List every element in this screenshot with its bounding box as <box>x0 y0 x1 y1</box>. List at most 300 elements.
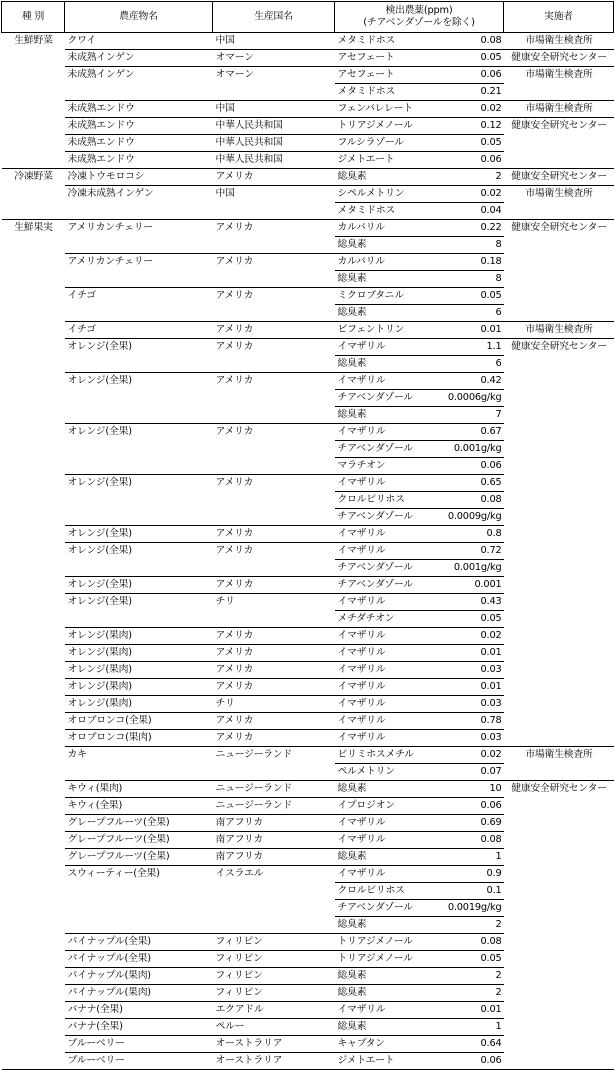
org-cell <box>504 560 614 577</box>
country-cell: アメリカ <box>213 526 335 543</box>
country-cell: アメリカ <box>213 662 335 679</box>
type-cell <box>2 356 65 373</box>
type-cell <box>2 1036 65 1053</box>
value-cell: 10 <box>441 781 504 798</box>
org-cell <box>504 1002 614 1019</box>
product-cell: アメリカンチェリー <box>65 220 213 237</box>
product-cell <box>65 271 213 288</box>
org-cell <box>504 985 614 1002</box>
type-cell <box>2 781 65 798</box>
type-cell <box>2 322 65 339</box>
table-row <box>2 543 614 560</box>
product-cell: オレンジ(果肉) <box>65 645 213 662</box>
country-cell: 中華人民共和国 <box>213 118 335 135</box>
product-cell: カキ <box>65 747 213 764</box>
type-cell <box>2 186 65 203</box>
country-cell: アメリカ <box>213 730 335 747</box>
value-cell: 2 <box>441 985 504 1002</box>
table-row <box>2 356 614 373</box>
table-row <box>2 135 614 152</box>
value-cell: 0.0009g/kg <box>441 509 504 526</box>
product-cell: 冷凍未成熟インゲン <box>65 186 213 203</box>
table-row <box>2 883 614 900</box>
pesticide-cell: イマザリル <box>335 628 441 645</box>
country-cell: チリ <box>213 696 335 713</box>
value-cell: 1.1 <box>441 339 504 356</box>
type-cell <box>2 305 65 322</box>
pesticide-cell: ペルメトリン <box>335 764 441 781</box>
org-cell <box>504 356 614 373</box>
pesticide-cell: イマザリル <box>335 662 441 679</box>
pesticide-cell: イマザリル <box>335 832 441 849</box>
type-cell <box>2 101 65 118</box>
pesticide-cell: チアベンダゾール <box>335 577 441 594</box>
type-cell <box>2 271 65 288</box>
value-cell: 0.72 <box>441 543 504 560</box>
pesticide-cell: 総臭素 <box>335 237 441 254</box>
pesticide-cell: イマザリル <box>335 696 441 713</box>
country-cell: 南アフリカ <box>213 849 335 866</box>
country-cell <box>213 560 335 577</box>
org-cell <box>504 730 614 747</box>
pesticide-cell: イマザリル <box>335 645 441 662</box>
country-cell: フィリピン <box>213 951 335 968</box>
org-cell <box>504 475 614 492</box>
table-header-row <box>2 2 614 33</box>
table-row <box>2 662 614 679</box>
type-cell <box>2 985 65 1002</box>
table-row <box>2 815 614 832</box>
country-cell: アメリカ <box>213 424 335 441</box>
table-row <box>2 628 614 645</box>
product-cell <box>65 560 213 577</box>
pesticide-cell: アセフェート <box>335 67 441 84</box>
type-cell <box>2 917 65 934</box>
org-cell: 市場衛生検査所 <box>504 186 614 203</box>
table-row <box>2 339 614 356</box>
country-cell: フィリピン <box>213 968 335 985</box>
type-cell <box>2 67 65 84</box>
value-cell: 2 <box>441 968 504 985</box>
table-row <box>2 84 614 101</box>
pesticide-cell: イマザリル <box>335 1002 441 1019</box>
product-cell: イチゴ <box>65 288 213 305</box>
pesticide-cell: 総臭素 <box>335 305 441 322</box>
org-cell <box>504 458 614 475</box>
type-cell <box>2 628 65 645</box>
org-cell <box>504 407 614 424</box>
table-row <box>2 220 614 237</box>
pesticide-cell: イマザリル <box>335 424 441 441</box>
org-cell <box>504 152 614 169</box>
product-cell: 未成熟エンドウ <box>65 152 213 169</box>
pesticide-cell: 総臭素 <box>335 407 441 424</box>
value-cell: 2 <box>441 917 504 934</box>
product-cell <box>65 611 213 628</box>
type-cell <box>2 730 65 747</box>
header-country: 生産国名 <box>213 2 335 33</box>
value-cell: 0.03 <box>441 730 504 747</box>
table-body <box>2 33 614 1070</box>
country-cell: アメリカ <box>213 373 335 390</box>
product-cell: 未成熟エンドウ <box>65 101 213 118</box>
org-cell: 市場衛生検査所 <box>504 322 614 339</box>
value-cell: 0.03 <box>441 696 504 713</box>
product-cell: クワイ <box>65 33 213 50</box>
org-cell <box>504 696 614 713</box>
product-cell: パイナップル(全果) <box>65 934 213 951</box>
org-cell <box>504 764 614 781</box>
org-cell <box>504 968 614 985</box>
value-cell: 0.01 <box>441 679 504 696</box>
country-cell <box>213 84 335 101</box>
pesticide-cell: 総臭素 <box>335 968 441 985</box>
country-cell: 中華人民共和国 <box>213 135 335 152</box>
table-row <box>2 441 614 458</box>
country-cell <box>213 407 335 424</box>
country-cell <box>213 611 335 628</box>
product-cell <box>65 407 213 424</box>
value-cell: 2 <box>441 169 504 186</box>
type-cell <box>2 203 65 220</box>
org-cell <box>504 832 614 849</box>
table-row <box>2 917 614 934</box>
country-cell <box>213 458 335 475</box>
table-row <box>2 1019 614 1036</box>
table-row <box>2 67 614 84</box>
table-row <box>2 237 614 254</box>
org-cell <box>504 543 614 560</box>
pesticide-cell: シペルメトリン <box>335 186 441 203</box>
country-cell: ペルー <box>213 1019 335 1036</box>
value-cell: 0.001g/kg <box>441 560 504 577</box>
country-cell <box>213 271 335 288</box>
type-cell <box>2 662 65 679</box>
table-row <box>2 645 614 662</box>
pesticide-cell: メチダチオン <box>335 611 441 628</box>
type-cell <box>2 968 65 985</box>
type-cell <box>2 866 65 883</box>
type-cell <box>2 577 65 594</box>
country-cell: ニュージーランド <box>213 781 335 798</box>
type-cell <box>2 475 65 492</box>
product-cell <box>65 764 213 781</box>
country-cell: アメリカ <box>213 475 335 492</box>
org-cell: 市場衛生検査所 <box>504 33 614 50</box>
product-cell: オレンジ(全果) <box>65 339 213 356</box>
value-cell: 0.07 <box>441 764 504 781</box>
org-cell <box>504 390 614 407</box>
value-cell: 0.02 <box>441 747 504 764</box>
table-row <box>2 798 614 815</box>
type-cell <box>2 84 65 101</box>
pesticide-cell: ビフェントリン <box>335 322 441 339</box>
table-row <box>2 390 614 407</box>
pesticide-cell: イマザリル <box>335 713 441 730</box>
type-cell: 冷凍野菜 <box>2 169 65 186</box>
value-cell: 1 <box>441 1019 504 1036</box>
table-row <box>2 203 614 220</box>
pesticide-cell: フルシラゾール <box>335 135 441 152</box>
value-cell: 0.05 <box>441 951 504 968</box>
value-cell: 0.06 <box>441 1053 504 1070</box>
pesticide-cell: 総臭素 <box>335 917 441 934</box>
type-cell <box>2 424 65 441</box>
type-cell <box>2 543 65 560</box>
product-cell <box>65 509 213 526</box>
pesticide-cell: チアベンダゾール <box>335 509 441 526</box>
product-cell: グレープフルーツ(全果) <box>65 815 213 832</box>
value-cell: 0.67 <box>441 424 504 441</box>
org-cell <box>504 713 614 730</box>
country-cell: ニュージーランド <box>213 747 335 764</box>
table-row <box>2 866 614 883</box>
product-cell <box>65 441 213 458</box>
table-row <box>2 186 614 203</box>
country-cell: アメリカ <box>213 322 335 339</box>
value-cell: 0.06 <box>441 798 504 815</box>
product-cell <box>65 390 213 407</box>
org-cell <box>504 271 614 288</box>
table-row <box>2 407 614 424</box>
type-cell <box>2 713 65 730</box>
pesticide-cell: イマザリル <box>335 339 441 356</box>
value-cell: 0.05 <box>441 611 504 628</box>
type-cell <box>2 118 65 135</box>
value-cell: 0.08 <box>441 492 504 509</box>
type-cell <box>2 152 65 169</box>
product-cell <box>65 356 213 373</box>
type-cell <box>2 492 65 509</box>
table-row <box>2 424 614 441</box>
org-cell <box>504 373 614 390</box>
type-cell <box>2 849 65 866</box>
pesticide-cell: イマザリル <box>335 866 441 883</box>
pesticide-cell: 総臭素 <box>335 356 441 373</box>
type-cell <box>2 1053 65 1070</box>
value-cell: 8 <box>441 237 504 254</box>
pesticide-cell: メタミドホス <box>335 33 441 50</box>
value-cell: 0.02 <box>441 628 504 645</box>
org-cell: 健康安全研究センター <box>504 50 614 67</box>
type-cell <box>2 407 65 424</box>
org-cell: 健康安全研究センター <box>504 339 614 356</box>
country-cell: 中華人民共和国 <box>213 152 335 169</box>
org-cell <box>504 849 614 866</box>
pesticide-cell: 総臭素 <box>335 1019 441 1036</box>
type-cell <box>2 509 65 526</box>
org-cell <box>504 288 614 305</box>
type-cell: 生鮮果実 <box>2 220 65 237</box>
product-cell: オレンジ(全果) <box>65 424 213 441</box>
pesticide-detection-table <box>1 1 614 1070</box>
pesticide-cell: チアベンダゾール <box>335 441 441 458</box>
org-cell <box>504 679 614 696</box>
country-cell: 中国 <box>213 101 335 118</box>
org-cell <box>504 951 614 968</box>
product-cell: オレンジ(果肉) <box>65 679 213 696</box>
table-row <box>2 526 614 543</box>
product-cell <box>65 237 213 254</box>
value-cell: 0.69 <box>441 815 504 832</box>
country-cell: オマーン <box>213 67 335 84</box>
type-cell <box>2 764 65 781</box>
pesticide-cell: アセフェート <box>335 50 441 67</box>
value-cell: 0.43 <box>441 594 504 611</box>
type-cell <box>2 526 65 543</box>
org-cell <box>504 611 614 628</box>
pesticide-cell: クロルピリホス <box>335 883 441 900</box>
product-cell <box>65 305 213 322</box>
pesticide-cell: メタミドホス <box>335 203 441 220</box>
table-row <box>2 1053 614 1070</box>
pesticide-cell: イマザリル <box>335 373 441 390</box>
product-cell: イチゴ <box>65 322 213 339</box>
value-cell: 0.06 <box>441 458 504 475</box>
header-pesticide-line2: (チアベンダゾールを除く) <box>363 17 475 28</box>
table-row <box>2 492 614 509</box>
product-cell <box>65 917 213 934</box>
product-cell <box>65 492 213 509</box>
product-cell: ブルーベリー <box>65 1053 213 1070</box>
table-row <box>2 696 614 713</box>
table-row <box>2 271 614 288</box>
type-cell <box>2 934 65 951</box>
value-cell: 0.21 <box>441 84 504 101</box>
country-cell: 中国 <box>213 33 335 50</box>
country-cell: アメリカ <box>213 169 335 186</box>
value-cell: 0.01 <box>441 1002 504 1019</box>
type-cell <box>2 441 65 458</box>
pesticide-cell: チアベンダゾール <box>335 390 441 407</box>
country-cell: 南アフリカ <box>213 832 335 849</box>
value-cell: 0.08 <box>441 33 504 50</box>
org-cell <box>504 526 614 543</box>
value-cell: 0.22 <box>441 220 504 237</box>
table-row <box>2 951 614 968</box>
table-row <box>2 849 614 866</box>
pesticide-cell: トリアジメノール <box>335 934 441 951</box>
type-cell <box>2 458 65 475</box>
type-cell <box>2 832 65 849</box>
value-cell: 0.01 <box>441 322 504 339</box>
org-cell <box>504 237 614 254</box>
org-cell <box>504 1053 614 1070</box>
org-cell <box>504 900 614 917</box>
product-cell: 未成熟エンドウ <box>65 118 213 135</box>
table-row <box>2 713 614 730</box>
value-cell: 0.001g/kg <box>441 441 504 458</box>
pesticide-cell: イマザリル <box>335 526 441 543</box>
product-cell: オレンジ(全果) <box>65 526 213 543</box>
pesticide-cell: ジメトエート <box>335 152 441 169</box>
org-cell <box>504 254 614 271</box>
country-cell <box>213 509 335 526</box>
product-cell: オレンジ(果肉) <box>65 696 213 713</box>
type-cell <box>2 696 65 713</box>
table-row <box>2 101 614 118</box>
value-cell: 0.0006g/kg <box>441 390 504 407</box>
country-cell <box>213 305 335 322</box>
table-row <box>2 254 614 271</box>
table-row <box>2 475 614 492</box>
country-cell: アメリカ <box>213 577 335 594</box>
product-cell: キウィ(果肉) <box>65 781 213 798</box>
table-row <box>2 1002 614 1019</box>
org-cell: 健康安全研究センター <box>504 781 614 798</box>
org-cell <box>504 866 614 883</box>
value-cell: 0.8 <box>441 526 504 543</box>
org-cell <box>504 645 614 662</box>
value-cell: 0.05 <box>441 135 504 152</box>
country-cell <box>213 203 335 220</box>
org-cell <box>504 1019 614 1036</box>
type-cell <box>2 390 65 407</box>
value-cell: 6 <box>441 305 504 322</box>
country-cell: アメリカ <box>213 679 335 696</box>
product-cell: オレンジ(全果) <box>65 543 213 560</box>
org-cell <box>504 305 614 322</box>
country-cell <box>213 764 335 781</box>
table-row <box>2 118 614 135</box>
type-cell <box>2 611 65 628</box>
country-cell: フィリピン <box>213 934 335 951</box>
product-cell: ブルーベリー <box>65 1036 213 1053</box>
type-cell <box>2 951 65 968</box>
pesticide-cell: イマザリル <box>335 815 441 832</box>
org-cell: 健康安全研究センター <box>504 118 614 135</box>
table-row <box>2 458 614 475</box>
country-cell: オーストラリア <box>213 1053 335 1070</box>
table-row <box>2 152 614 169</box>
type-cell <box>2 594 65 611</box>
product-cell: キウィ(全果) <box>65 798 213 815</box>
value-cell: 0.65 <box>441 475 504 492</box>
pesticide-cell: カルバリル <box>335 254 441 271</box>
pesticide-cell: 総臭素 <box>335 169 441 186</box>
product-cell: オレンジ(果肉) <box>65 662 213 679</box>
type-cell <box>2 339 65 356</box>
org-cell <box>504 84 614 101</box>
country-cell <box>213 390 335 407</box>
value-cell: 0.08 <box>441 934 504 951</box>
product-cell: オレンジ(果肉) <box>65 628 213 645</box>
product-cell: バナナ(全果) <box>65 1019 213 1036</box>
product-cell: 未成熟インゲン <box>65 50 213 67</box>
value-cell: 0.02 <box>441 186 504 203</box>
table-row <box>2 730 614 747</box>
country-cell: フィリピン <box>213 985 335 1002</box>
type-cell <box>2 815 65 832</box>
country-cell <box>213 356 335 373</box>
table-row <box>2 594 614 611</box>
org-cell <box>504 1036 614 1053</box>
country-cell <box>213 237 335 254</box>
country-cell: チリ <box>213 594 335 611</box>
country-cell: アメリカ <box>213 543 335 560</box>
pesticide-cell: 総臭素 <box>335 271 441 288</box>
value-cell: 0.01 <box>441 645 504 662</box>
header-type: 種 別 <box>2 2 65 33</box>
value-cell: 0.9 <box>441 866 504 883</box>
org-cell <box>504 203 614 220</box>
table-row <box>2 679 614 696</box>
country-cell: アメリカ <box>213 628 335 645</box>
pesticide-cell: トリアジメノール <box>335 118 441 135</box>
product-cell <box>65 900 213 917</box>
product-cell: パイナップル(果肉) <box>65 985 213 1002</box>
product-cell: オレンジ(全果) <box>65 475 213 492</box>
